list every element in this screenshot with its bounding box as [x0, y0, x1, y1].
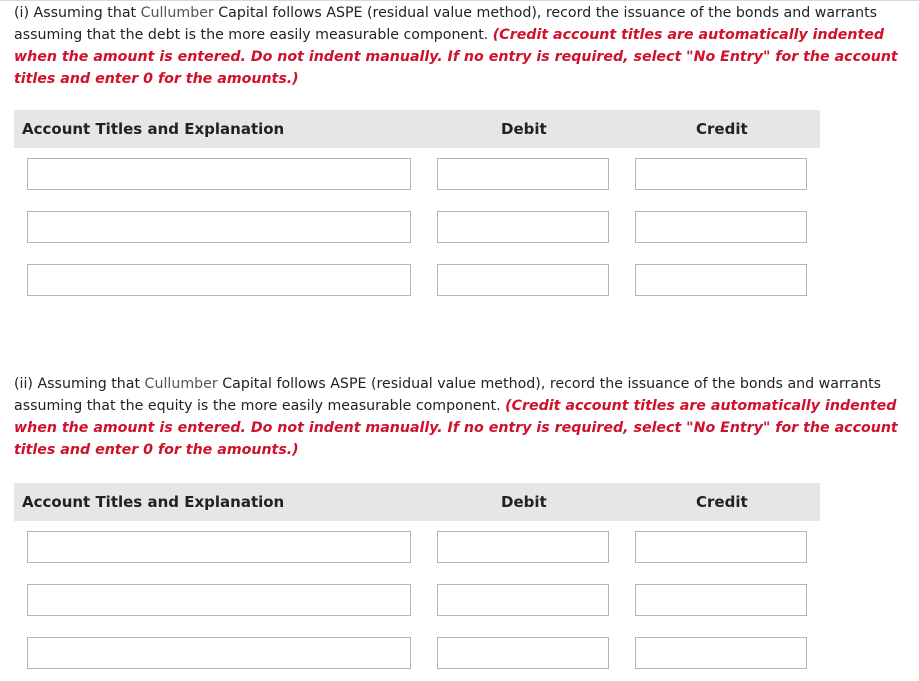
debit-amount-input[interactable] [437, 531, 609, 563]
part-ii-prompt [14, 373, 912, 461]
part-i-section [14, 2, 914, 90]
top-divider [0, 0, 919, 1]
account-title-input[interactable] [27, 531, 411, 563]
part-i-table-header [14, 110, 820, 148]
part-ii-header-debit: Debit [501, 493, 547, 511]
account-title-input[interactable] [27, 264, 411, 296]
part-ii-prompt-rest: Capital follows ASPE (residual value method), record the issuance of the bonds and warrants assuming that the equity is the more easily measurable component. [14, 376, 882, 414]
part-ii-section [14, 373, 914, 461]
debit-amount-input[interactable] [437, 584, 609, 616]
part-i-prompt-text: (i) Assuming that [14, 5, 141, 21]
part-i-header-credit: Credit [696, 120, 748, 138]
part-ii-table-header [14, 483, 820, 521]
debit-amount-input[interactable] [437, 158, 609, 190]
credit-amount-input[interactable] [635, 211, 807, 243]
journal-row [27, 211, 807, 243]
journal-row [27, 637, 807, 669]
part-i-instruction: (Credit account titles are automatically indented when the amount is entered. Do not indent manually. If no entry is required, select "No Entry" for the account titles and enter 0 for the amounts.) [14, 27, 898, 87]
debit-amount-input[interactable] [437, 637, 609, 669]
part-i-prompt [14, 2, 912, 90]
journal-row [27, 264, 807, 296]
credit-amount-input[interactable] [635, 584, 807, 616]
part-ii-header-credit: Credit [696, 493, 748, 511]
part-i-prompt-rest: Capital follows ASPE (residual value method), record the issuance of the bonds and warrants assuming that the debt is the more easily measurable component. [14, 5, 878, 43]
credit-amount-input[interactable] [635, 637, 807, 669]
credit-amount-input[interactable] [635, 264, 807, 296]
account-title-input[interactable] [27, 637, 411, 669]
part-i-company-name: Cullumber [140, 5, 214, 21]
part-i-header-account: Account Titles and Explanation [22, 120, 285, 138]
credit-amount-input[interactable] [635, 531, 807, 563]
account-title-input[interactable] [27, 158, 411, 190]
debit-amount-input[interactable] [437, 264, 609, 296]
part-ii-prompt-text: (ii) Assuming that [14, 376, 145, 392]
credit-amount-input[interactable] [635, 158, 807, 190]
part-ii-header-account: Account Titles and Explanation [22, 493, 285, 511]
account-title-input[interactable] [27, 584, 411, 616]
journal-row [27, 158, 807, 190]
journal-row [27, 531, 807, 563]
debit-amount-input[interactable] [437, 211, 609, 243]
part-ii-company-name: Cullumber [144, 376, 218, 392]
part-ii-instruction: (Credit account titles are automatically indented when the amount is entered. Do not indent manually. If no entry is required, select "No Entry" for the account titles and enter 0 for the amounts.) [14, 398, 898, 458]
journal-row [27, 584, 807, 616]
part-i-header-debit: Debit [501, 120, 547, 138]
account-title-input[interactable] [27, 211, 411, 243]
